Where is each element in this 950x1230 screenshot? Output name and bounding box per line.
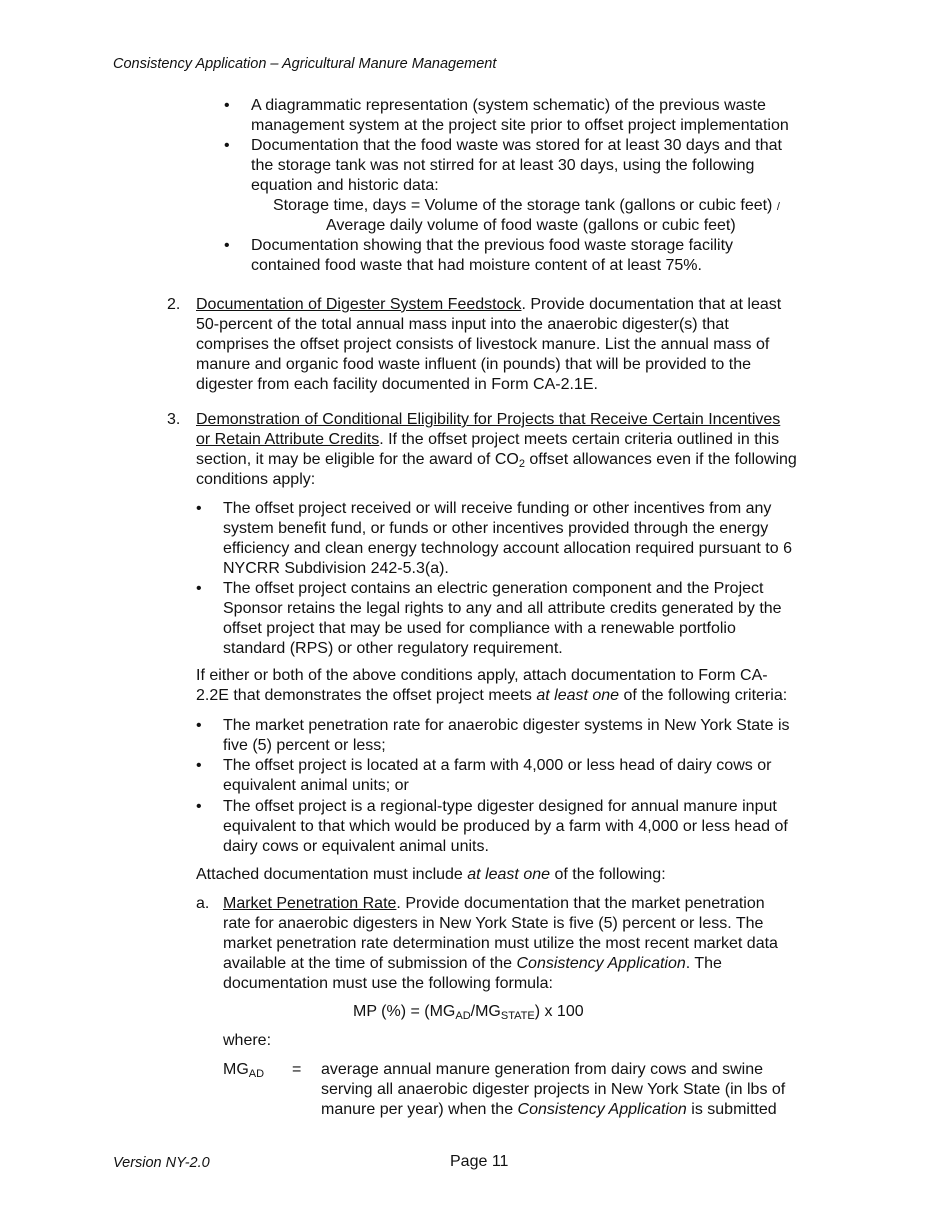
bullet-icon: •: [196, 798, 202, 815]
paragraph-line: comprises the offset project consists of livestock manure. List the annual mass of: [196, 336, 770, 353]
paragraph-text: 2.2E that demonstrates the offset project meets: [196, 687, 537, 704]
paragraph-text: of the following criteria:: [619, 687, 788, 704]
list-item: contained food waste that had moisture content of at least 75%.: [251, 257, 702, 274]
bullet-icon: •: [196, 500, 202, 517]
where-label: where:: [223, 1032, 272, 1049]
list-item: Documentation showing that the previous food waste storage facility: [251, 237, 734, 254]
paragraph-line: documentation must use the following formula:: [223, 975, 553, 992]
paragraph-line: conditions apply:: [196, 471, 316, 488]
subscript: STATE: [500, 1010, 535, 1022]
paragraph-line: [196, 686, 787, 706]
subscript: 2: [518, 458, 525, 470]
bullet-icon: •: [224, 97, 230, 114]
paragraph-line: [196, 430, 779, 450]
equation-line: [273, 196, 780, 217]
paragraph-line: market penetration rate determination must utilize the most recent market data: [223, 935, 778, 952]
list-item: Documentation that the food waste was stored for at least 30 days and that: [251, 137, 782, 154]
equation-text: Storage time, days = Volume of the storage tank (gallons or cubic feet): [273, 197, 773, 214]
section-heading: Market Penetration Rate: [223, 895, 397, 912]
paragraph-text: . If the offset project meets certain criteria outlined in this: [379, 431, 780, 448]
section-heading: [196, 410, 780, 430]
formula-text: /MG: [470, 1003, 501, 1020]
term-text: MG: [223, 1061, 249, 1078]
list-item: efficiency and clean energy technology account allocation required pursuant to 6: [223, 540, 792, 557]
paragraph-text: . The: [685, 955, 722, 972]
heading-text: Demonstration of Conditional Eligibility for Projects that Receive Certain Incentives: [196, 411, 781, 428]
paragraph-text: section, it may be eligible for the award of CO: [196, 451, 519, 468]
paragraph-line: rate for anaerobic digesters in New York State is five (5) percent or less. The: [223, 915, 764, 932]
list-item: A diagrammatic representation (system schematic) of the previous waste: [251, 97, 766, 114]
definition-line: serving all anaerobic digester projects in New York State (in lbs of: [321, 1081, 786, 1098]
list-item: The offset project received or will receive funding or other incentives from any: [223, 500, 772, 517]
paragraph-text: Attached documentation must include: [196, 866, 468, 883]
list-item: standard (RPS) or other regulatory requirement.: [223, 640, 563, 657]
heading-text: or Retain Attribute Credits: [196, 431, 380, 448]
paragraph-line: manure and organic food waste influent (in pounds) that will be provided to the: [196, 356, 752, 373]
attached-paragraph: [196, 865, 666, 885]
emphasis: at least one: [467, 866, 551, 883]
list-item: five (5) percent or less;: [223, 737, 386, 754]
bullet-icon: •: [196, 717, 202, 734]
paragraph-line: 50-percent of the total annual mass input into the anaerobic digester(s) that: [196, 316, 729, 333]
paragraph-text: available at the time of submission of the: [223, 955, 517, 972]
emphasis: at least one: [536, 687, 620, 704]
paragraph-line: digester from each facility documented in Form CA-2.1E.: [196, 376, 598, 393]
item-number: 2.: [167, 296, 181, 313]
equation-line: Average daily volume of food waste (gallons or cubic feet): [326, 217, 736, 234]
paragraph-text: offset allowances even if the following: [524, 451, 797, 468]
page-number: Page 11: [450, 1153, 509, 1170]
list-item: dairy cows or equivalent animal units.: [223, 838, 489, 855]
emphasis: Consistency Application: [516, 955, 686, 972]
list-item: The offset project contains an electric generation component and the Project: [223, 580, 764, 597]
list-item: Sponsor retains the legal rights to any and all attribute credits generated by the: [223, 600, 782, 617]
list-item: equation and historic data:: [251, 177, 439, 194]
bullet-icon: •: [224, 137, 230, 154]
definition-line: average annual manure generation from dairy cows and swine: [321, 1061, 764, 1078]
paragraph-line: [223, 894, 765, 914]
list-item: The market penetration rate for anaerobic digester systems in New York State is: [223, 717, 790, 734]
paragraph-text: . Provide documentation that the market penetration: [396, 895, 765, 912]
list-item: equivalent to that which would be produced by a farm with 4,000 or less head of: [223, 818, 788, 835]
bullet-icon: •: [196, 580, 202, 597]
list-item: management system at the project site prior to offset project implementation: [251, 117, 789, 134]
definition-text: manure per year) when the: [321, 1101, 518, 1118]
running-header: Consistency Application – Agricultural Manure Management: [113, 56, 497, 72]
paragraph-line: [196, 295, 781, 315]
formula-text: ) x 100: [534, 1003, 584, 1020]
paragraph-line: If either or both of the above conditions apply, attach documentation to Form CA-: [196, 667, 768, 684]
division-slash: /: [776, 201, 780, 213]
mp-formula: [353, 1002, 584, 1022]
item-number: 3.: [167, 411, 181, 428]
paragraph-text: . Provide documentation that at least: [521, 296, 782, 313]
equals-sign: =: [292, 1061, 302, 1078]
paragraph-text: of the following:: [550, 866, 666, 883]
list-item: The offset project is located at a farm with 4,000 or less head of dairy cows or: [223, 757, 772, 774]
list-item: NYCRR Subdivision 242-5.3(a).: [223, 560, 449, 577]
formula-text: MP (%) = (MG: [353, 1003, 456, 1020]
definition-line: [321, 1100, 777, 1120]
paragraph-line: [196, 450, 797, 470]
footer-version: Version NY-2.0: [113, 1155, 210, 1171]
definition-text: is submitted: [686, 1101, 777, 1118]
list-item: the storage tank was not stirred for at least 30 days, using the following: [251, 157, 755, 174]
list-item: system benefit fund, or funds or other incentives provided through the energy: [223, 520, 769, 537]
section-heading: Documentation of Digester System Feedstock: [196, 296, 522, 313]
emphasis: Consistency Application: [517, 1101, 687, 1118]
subscript: AD: [455, 1010, 471, 1022]
paragraph-line: [223, 954, 722, 974]
list-item: equivalent animal units; or: [223, 777, 409, 794]
bullet-icon: •: [224, 237, 230, 254]
list-item: offset project that may be used for compliance with a renewable portfolio: [223, 620, 736, 637]
definition-term: [223, 1060, 264, 1080]
subscript: AD: [248, 1068, 265, 1080]
bullet-icon: •: [196, 757, 202, 774]
list-item: The offset project is a regional-type digester designed for annual manure input: [223, 798, 777, 815]
item-letter: a.: [196, 895, 210, 912]
